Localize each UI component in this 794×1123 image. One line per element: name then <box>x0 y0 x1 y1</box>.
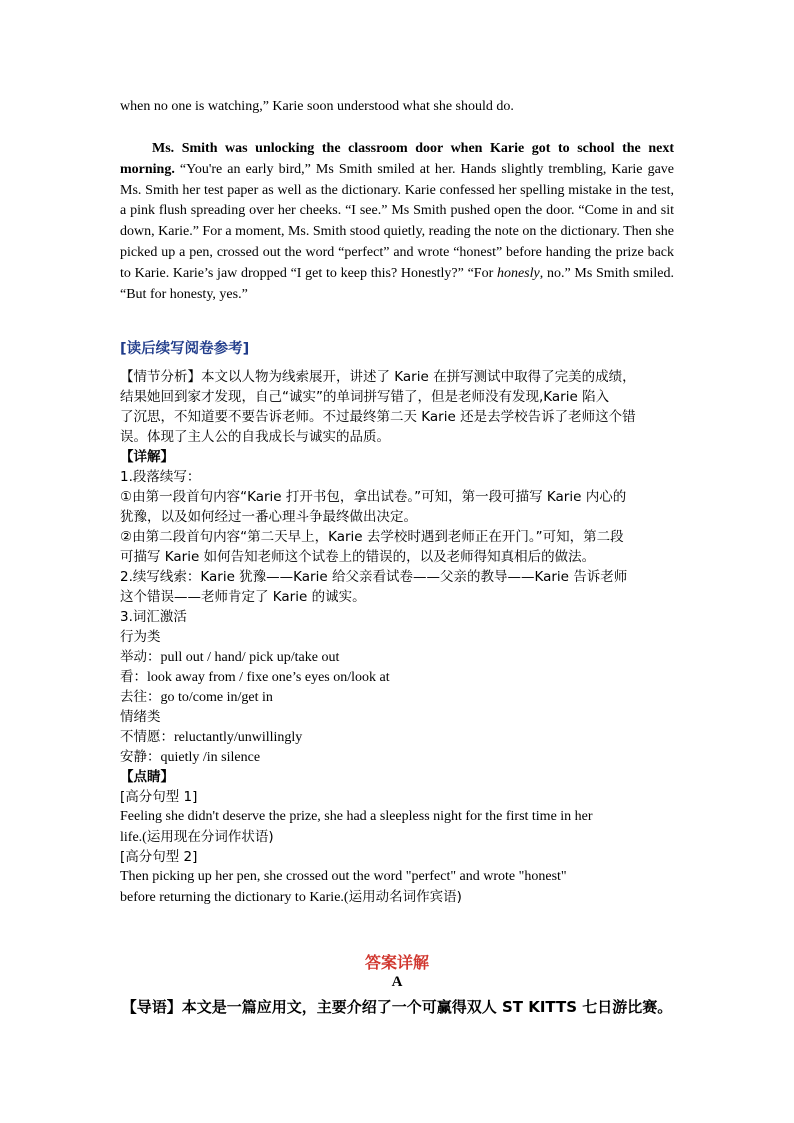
sentence-line <box>120 827 274 848</box>
sentence-line-cn: 运用动名词作宾语) <box>348 889 462 905</box>
answers-title: 答案详解 <box>364 953 429 972</box>
sentence-label: [高分句型 2] <box>120 849 198 865</box>
vocab-item-cn: 去往： <box>120 689 161 705</box>
sentence-line: Feeling she didn't deserve the prize, she had a sleepless night for the first time in her <box>120 809 593 824</box>
sentence-line <box>120 887 462 908</box>
vocab-item-cn: 安静： <box>120 749 161 765</box>
answers-intro: 【导语】本文是一篇应用文，主要介绍了一个可赢得双人 ST KITTS 七日游比赛。 <box>121 998 673 1016</box>
analysis-line: 【情节分析】本文以人物为线索展开，讲述了 Karie 在拼写测试中取得了完美的成绩， <box>120 369 636 385</box>
vocab-item-cn: 不情愿： <box>120 729 174 745</box>
vocab-item <box>120 727 302 748</box>
vocab-item-en: look away from / fixe one’s eyes on/look at <box>147 670 390 685</box>
detail-label: 【详解】 <box>120 449 174 465</box>
sentence-line-cn: 运用现在分词作状语) <box>146 829 274 845</box>
vocab-item <box>120 647 339 668</box>
sentence-line: Then picking up her pen, she crossed out the word "perfect" and wrote "honest" <box>120 869 567 884</box>
vocab-item <box>120 667 390 688</box>
story-paragraph-ending: , no.” Ms Smith smiled. “But for honesty, yes.” <box>120 265 674 302</box>
analysis-line: 结果她回到家才发现，自己“诚实”的单词拼写错了，但是老师没有发现,Karie 陷入 <box>120 389 610 405</box>
highlight-label: 【点睛】 <box>120 769 174 785</box>
sentence-line-en: life.( <box>120 830 147 845</box>
vocab-item-en: go to/come in/get in <box>160 690 273 705</box>
story-paragraph <box>120 139 674 305</box>
vocab-item-en: quietly /in silence <box>160 750 261 765</box>
vocab-item <box>120 747 260 768</box>
detail-line: 2.续写线索：Karie 犹豫——Karie 给父亲看试卷——父亲的教导——Karie 告诉老师 <box>120 569 628 585</box>
vocab-behavior-label: 行为类 <box>120 629 161 645</box>
sentence-line-en: before returning the dictionary to Karie.( <box>120 890 349 905</box>
vocab-item-en: reluctantly/unwillingly <box>174 730 303 745</box>
sentence-label: [高分句型 1] <box>120 789 198 805</box>
story-paragraph-italic-word: honesly <box>496 265 540 281</box>
vocab-item <box>120 687 273 708</box>
analysis-line: 误。体现了主人公的自我成长与诚实的品质。 <box>120 429 390 445</box>
detail-line: ②由第二段首句内容“第二天早上，Karie 去学校时遇到老师正在开门。”可知，第二段 <box>120 529 624 545</box>
detail-line: 犹豫，以及如何经过一番心理斗争最终做出决定。 <box>120 509 417 525</box>
detail-line: 1.段落续写： <box>120 469 201 485</box>
vocab-item-cn: 看： <box>120 669 147 685</box>
analysis-line: 了沉思，不知道要不要告诉老师。不过最终第二天 Karie 还是去学校告诉了老师这个错 <box>120 409 636 425</box>
vocab-emotion-label: 情绪类 <box>120 709 161 725</box>
detail-line: 可描写 Karie 如何告知老师这个试卷上的错误的，以及老师得知真相后的做法。 <box>120 549 596 565</box>
story-line-top: when no one is watching,” Karie soon understood what she should do. <box>120 99 514 114</box>
reference-heading: [读后续写阅卷参考] <box>120 341 250 357</box>
detail-line: 3.词汇激活 <box>120 609 187 625</box>
detail-line: ①由第一段首句内容“Karie 打开书包，拿出试卷。”可知，第一段可描写 Karie 内心的 <box>120 489 627 505</box>
answers-section-label: A <box>391 974 403 990</box>
story-paragraph-bold-opening: Ms. Smith was unlocking the classroom door when Karie got to school the next morning. <box>120 141 674 177</box>
vocab-item-cn: 举动： <box>120 649 161 665</box>
vocab-item-en: pull out / hand/ pick up/take out <box>160 650 340 665</box>
detail-line: 这个错误——老师肯定了 Karie 的诚实。 <box>120 589 366 605</box>
story-paragraph-text: “You're an early bird,” Ms Smith smiled at her. Hands slightly trembling, Karie gave Ms. Smith her test paper as well as the dictionary. Karie confessed her spelling mistake in the test, a pink flush spreading over her cheeks. “I see.” Ms Smith pushed open the door. “Come in and sit down, Karie.” For a moment, Ms. Smith stood quietly, reading the note on the dictionary. Then she picked up a pen, crossed out the word “perfect” and wrote “honest” before handing the prize back to Karie. Karie’s jaw dropped “I get to keep this? Honestly?” “For <box>120 161 674 281</box>
